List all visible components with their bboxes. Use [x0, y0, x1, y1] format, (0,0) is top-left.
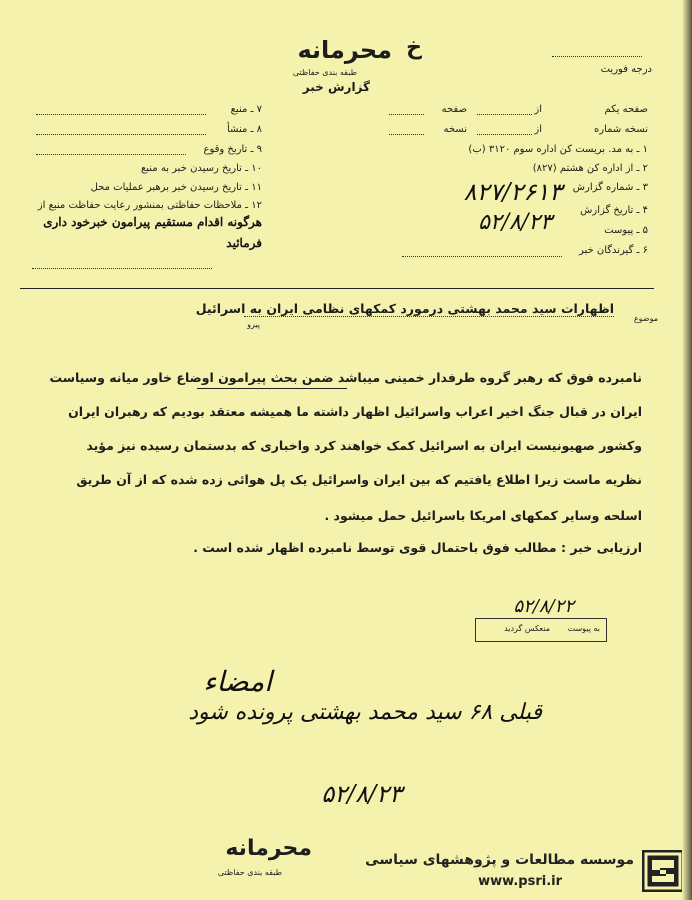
- dots-r-1: [477, 114, 532, 115]
- handwritten-report-date: ۵۲/۸/۲۳: [478, 210, 552, 235]
- urgency-label: درجه فوریت: [600, 64, 652, 75]
- field-source-receipt-date: ۱۰ ـ تاریخ رسیدن خبر به منبع: [140, 163, 262, 174]
- field-page: صفحه یکم: [604, 104, 648, 115]
- dots-l-3: [36, 154, 186, 155]
- body-line-1: نامبرده فوق که رهبر گروه طرفدار خمینی میباشد ضمن بحث پیرامون اوضاع خاور میانه وسیاست: [49, 370, 642, 385]
- dots-l-2: [36, 134, 206, 135]
- field-recipients: ۶ ـ گیرندگان خبر: [578, 245, 648, 256]
- stamp-line2: منعکس گردید: [504, 624, 550, 633]
- report-type-title: گزارش خبر: [302, 80, 370, 94]
- subject-followup: پیرو: [247, 320, 260, 329]
- classification-sub-footer: طبقه بندی حفاظتی: [217, 868, 282, 877]
- page-edge-shadow: [682, 0, 692, 900]
- classification-sub-header: طبقه بندی حفاظتی: [292, 68, 357, 77]
- field-copy: نسخه شماره: [594, 124, 648, 135]
- field-to: ۱ ـ به مد. بریست کن اداره سوم ۳۱۲۰ (ب): [468, 144, 648, 155]
- body-line-2: ایران در قبال جنگ اخیر اعراب واسرائیل اظهار داشته ما همیشه معتقد بودیم که رهبران ایران: [68, 404, 642, 419]
- dots-r-2: [477, 134, 532, 135]
- field-page-end: صفحه: [441, 104, 467, 115]
- field-report-number: ۳ ـ شماره گزارش: [572, 182, 648, 193]
- watermark-org: موسسه مطالعات و پژوهشهای سیاسی: [365, 852, 634, 868]
- body-line-3: وکشور صهیونیست ایران به اسرائیل کمک خواهند کرد واخباری که بدستمان رسیده نیز مؤید: [86, 438, 642, 453]
- field-event-date: ۹ ـ تاریخ وقوع: [203, 144, 262, 155]
- stamp: [475, 618, 607, 642]
- field-page-of: از: [534, 104, 542, 115]
- field-from: ۲ ـ از اداره کن هشتم (۸۲۷): [532, 163, 648, 174]
- field-attachment: ۵ ـ پیوست: [604, 225, 648, 236]
- field-security-notes: ۱۲ ـ ملاحظات حفاظتی بمنشور رعایت حفاظت منبع از: [37, 200, 262, 211]
- subject-line: [244, 316, 614, 317]
- dots-r-2b: [389, 134, 424, 135]
- body-line-5: اسلحه وسایر کمکهای امریکا باسرائیل حمل میشود .: [324, 508, 642, 523]
- subject-text: اظهارات سید محمد بهشتی درمورد کمکهای نظامی ایران به اسرائیل: [195, 301, 614, 316]
- handwritten-report-number: ۸۲۷/۲۶۱۳: [463, 178, 562, 206]
- handwritten-date: ۵۲/۸/۲۳: [321, 780, 402, 808]
- divider-top: [20, 288, 654, 289]
- institute-logo: [642, 850, 684, 892]
- dots-r-6: [402, 256, 562, 257]
- dots-l-1: [36, 114, 206, 115]
- institute-logo-icon: [642, 850, 684, 892]
- underline-khomeini: [197, 388, 347, 389]
- field-report-date: ۴ ـ تاریخ گزارش: [580, 205, 648, 216]
- urgency-line: [552, 56, 642, 57]
- watermark-url: www.psri.ir: [478, 874, 562, 889]
- security-note-line2: فرمائید: [226, 236, 262, 250]
- handwritten-signature: امضاء: [203, 665, 272, 698]
- security-note-line1: هرگونه اقدام مستقیم پیرامون خبرخود داری: [43, 215, 262, 229]
- stamp-handwritten-date: ۵۲/۸/۲۲: [513, 596, 574, 617]
- classification-header: محرمانه: [297, 36, 392, 64]
- body-line-4: نظریه ماست زیرا اطلاع یافتیم که بین ایران واسرائیل یک پل هوائی زده شده که از آن طریق: [76, 472, 642, 487]
- dots-r-1b: [389, 114, 424, 115]
- top-mark: خ: [406, 35, 422, 60]
- classification-footer: محرمانه: [225, 836, 312, 861]
- field-local-receipt-date: ۱۱ ـ تاریخ رسیدن خبر برهبر عملیات محل: [90, 182, 262, 193]
- subject-label: موضوع: [633, 314, 658, 323]
- dots-l-note: [32, 268, 212, 269]
- field-copy-end: نسخه: [443, 124, 467, 135]
- stamp-line1: به پیوست: [567, 624, 600, 633]
- field-origin: ۸ ـ منشأ: [226, 124, 262, 135]
- field-source: ۷ ـ منبع: [230, 104, 262, 115]
- field-copy-of: از: [534, 124, 542, 135]
- handwritten-note: قبلی ۶۸ سید محمد بهشتی پرونده شود: [188, 700, 542, 725]
- assessment: ارزیابی خبر : مطالب فوق باحتمال قوی توسط نامبرده اظهار شده است .: [193, 540, 642, 555]
